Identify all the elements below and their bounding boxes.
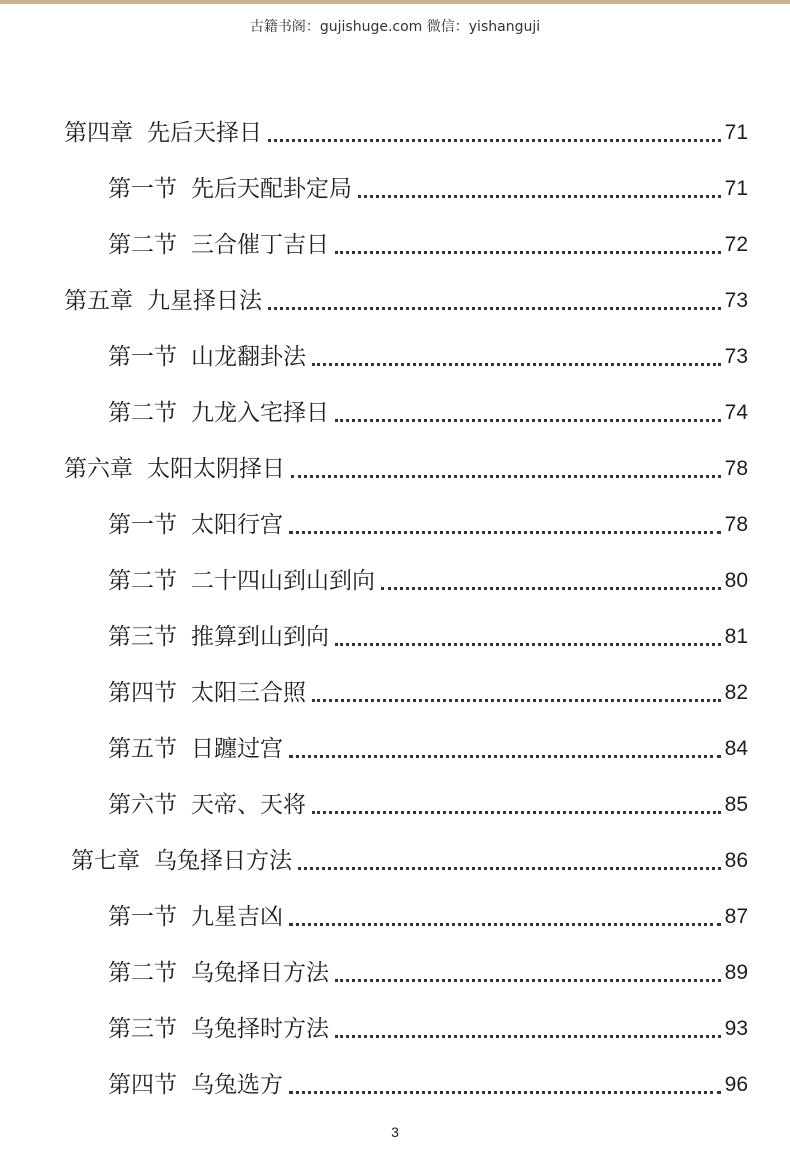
toc-entry-page: 87 [724, 905, 748, 928]
toc-entry-title: 太阳三合照 [191, 680, 306, 706]
toc-entry-title: 先后天择日 [147, 120, 262, 146]
toc-entry-title: 乌兔择日方法 [191, 960, 329, 986]
toc-entry-section[interactable] [0, 657, 790, 713]
table-of-contents [0, 97, 790, 1105]
toc-entry-page: 74 [724, 401, 748, 424]
toc-entry-page: 73 [724, 289, 748, 312]
toc-entry-page: 85 [724, 793, 748, 816]
toc-entry-page: 93 [724, 1017, 748, 1040]
toc-entry-page: 84 [724, 737, 748, 760]
toc-entry-page: 78 [724, 457, 748, 480]
toc-entry-number: 第五章 [64, 288, 133, 314]
toc-entry-page: 78 [724, 513, 748, 536]
dot-leader [268, 307, 721, 310]
dot-leader [358, 195, 721, 198]
toc-entry-number: 第三节 [108, 1016, 177, 1042]
toc-entry-number: 第一节 [108, 512, 177, 538]
toc-entry-number: 第四节 [108, 1072, 177, 1098]
toc-entry-page: 71 [724, 177, 748, 200]
toc-entry-title: 乌兔择日方法 [154, 848, 292, 874]
toc-entry-section[interactable] [0, 489, 790, 545]
toc-entry-section[interactable] [0, 153, 790, 209]
toc-entry-title: 九龙入宅择日 [191, 400, 329, 426]
dot-leader [312, 699, 721, 702]
toc-entry-title: 三合催丁吉日 [191, 232, 329, 258]
toc-entry-page: 72 [724, 233, 748, 256]
watermark-header: 古籍书阁：gujishuge.com 微信：yishanguji [249, 19, 541, 35]
toc-entry-title: 日躔过宫 [191, 736, 283, 762]
toc-entry-title: 太阳太阴择日 [147, 456, 285, 482]
dot-leader [289, 531, 721, 534]
toc-entry-page: 89 [724, 961, 748, 984]
toc-entry-title: 太阳行宫 [191, 512, 283, 538]
dot-leader [298, 867, 721, 870]
toc-entry-section[interactable] [0, 713, 790, 769]
toc-entry-number: 第四节 [108, 680, 177, 706]
dot-leader [268, 139, 721, 142]
dot-leader [289, 923, 721, 926]
toc-entry-chapter[interactable] [0, 433, 790, 489]
toc-entry-number: 第一节 [108, 904, 177, 930]
toc-entry-section[interactable] [0, 377, 790, 433]
dot-leader [381, 587, 721, 590]
toc-entry-section[interactable] [0, 881, 790, 937]
toc-entry-title: 先后天配卦定局 [191, 176, 352, 202]
dot-leader [289, 755, 721, 758]
toc-entry-section[interactable] [0, 993, 790, 1049]
toc-entry-page: 96 [724, 1073, 748, 1096]
toc-entry-section[interactable] [0, 769, 790, 825]
toc-entry-title: 推算到山到向 [191, 624, 329, 650]
toc-entry-number: 第二节 [108, 400, 177, 426]
dot-leader [335, 251, 721, 254]
toc-entry-title: 乌兔选方 [191, 1072, 283, 1098]
dot-leader [291, 475, 721, 478]
toc-entry-page: 82 [724, 681, 748, 704]
toc-entry-chapter[interactable] [0, 97, 790, 153]
toc-entry-number: 第六节 [108, 792, 177, 818]
toc-entry-number: 第二节 [108, 232, 177, 258]
toc-entry-chapter[interactable] [0, 825, 790, 881]
toc-entry-section[interactable] [0, 321, 790, 377]
top-border [0, 0, 790, 4]
toc-entry-page: 73 [724, 345, 748, 368]
toc-entry-number: 第五节 [108, 736, 177, 762]
toc-entry-title: 九星择日法 [147, 288, 262, 314]
dot-leader [312, 811, 721, 814]
toc-entry-title: 山龙翻卦法 [191, 344, 306, 370]
toc-entry-page: 86 [724, 849, 748, 872]
toc-entry-number: 第三节 [108, 624, 177, 650]
toc-entry-page: 80 [724, 569, 748, 592]
dot-leader [335, 419, 721, 422]
toc-entry-chapter[interactable] [0, 265, 790, 321]
toc-entry-section[interactable] [0, 1049, 790, 1105]
toc-entry-number: 第一节 [108, 176, 177, 202]
toc-entry-number: 第二节 [108, 568, 177, 594]
toc-entry-number: 第四章 [64, 120, 133, 146]
toc-entry-section[interactable] [0, 601, 790, 657]
toc-entry-title: 天帝、天将 [191, 792, 306, 818]
toc-entry-title: 二十四山到山到向 [191, 568, 375, 594]
dot-leader [335, 643, 721, 646]
toc-entry-section[interactable] [0, 937, 790, 993]
toc-entry-page: 71 [724, 121, 748, 144]
page-number: 3 [391, 1124, 399, 1140]
dot-leader [312, 363, 721, 366]
toc-entry-number: 第七章 [71, 848, 140, 874]
toc-entry-number: 第六章 [64, 456, 133, 482]
toc-entry-number: 第二节 [108, 960, 177, 986]
dot-leader [335, 979, 721, 982]
dot-leader [335, 1035, 721, 1038]
toc-entry-page: 81 [724, 625, 748, 648]
toc-entry-title: 九星吉凶 [191, 904, 283, 930]
toc-entry-section[interactable] [0, 545, 790, 601]
toc-entry-section[interactable] [0, 209, 790, 265]
dot-leader [289, 1091, 721, 1094]
toc-entry-title: 乌兔择时方法 [191, 1016, 329, 1042]
toc-entry-number: 第一节 [108, 344, 177, 370]
